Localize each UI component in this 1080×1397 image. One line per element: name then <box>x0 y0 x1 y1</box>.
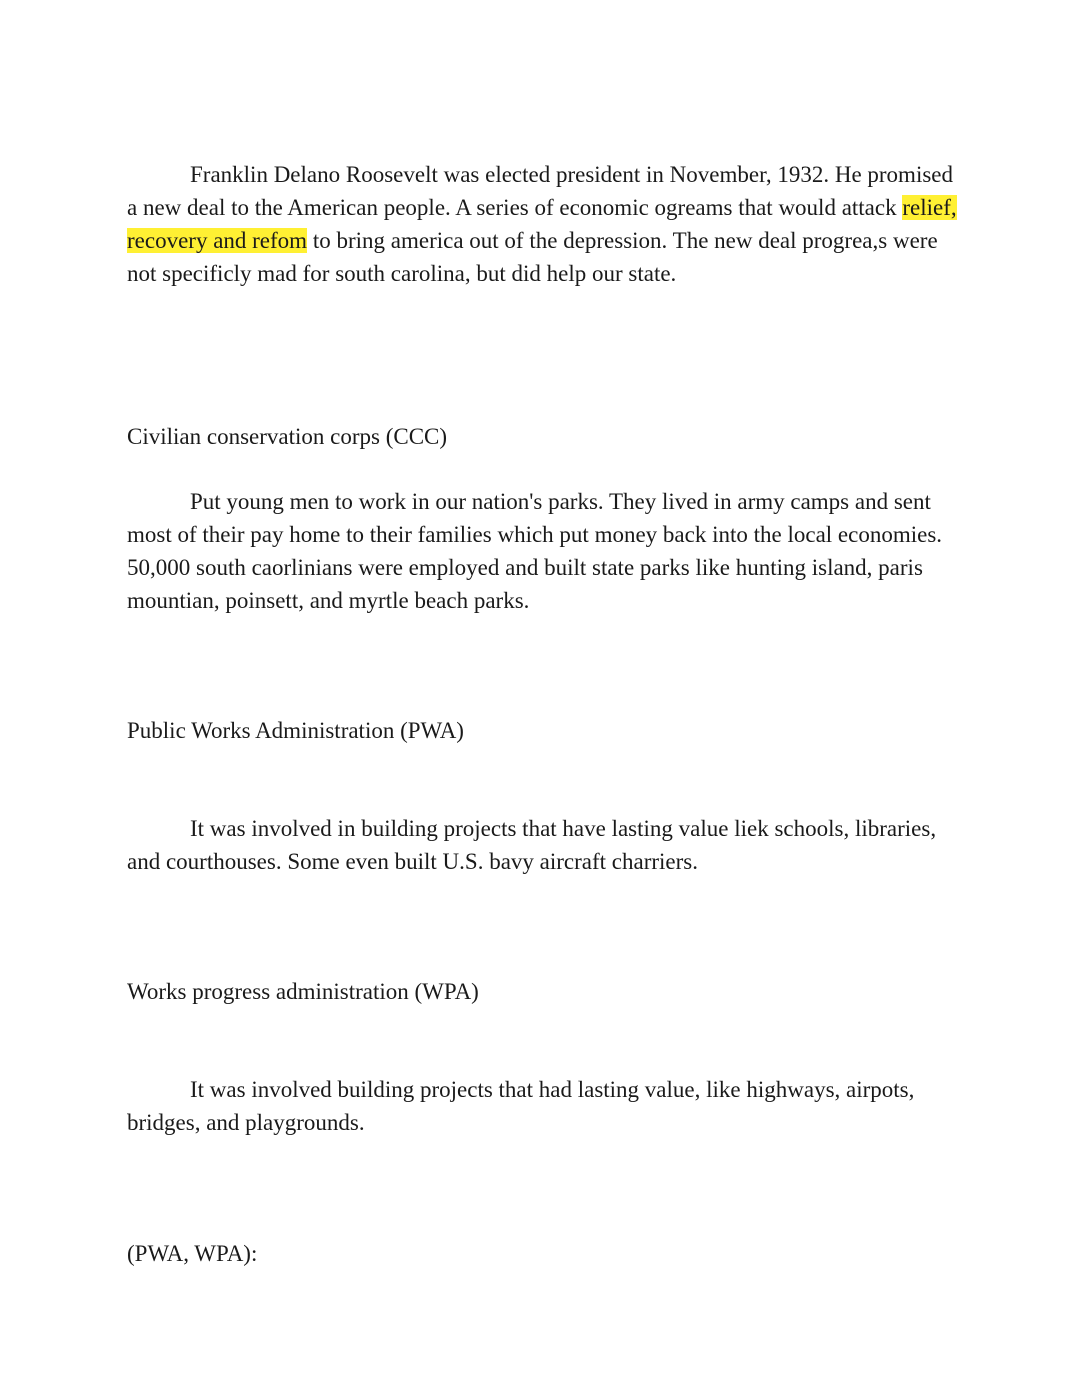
intro-text-after: to bring america out of the depression. The new deal progrea,s were not specificly mad for south carolina, but did help our state. <box>127 228 938 286</box>
section-heading-pwa: Public Works Administration (PWA) <box>127 718 464 743</box>
section-body-ccc: Put young men to work in our nation's parks. They lived in army camps and sent most of their pay home to their families which put money back into the local economies. 50,000 south caorlinians were employed and built state parks like hunting island, paris mountian, poinsett, and myrtle beach parks. <box>127 489 943 613</box>
section-body-wpa: It was involved building projects that had lasting value, like highways, airpots, bridges, and playgrounds. <box>127 1077 915 1135</box>
section-heading-wpa: Works progress administration (WPA) <box>127 979 479 1004</box>
footer-label: (PWA, WPA): <box>127 1241 258 1266</box>
section-body-pwa: It was involved in building projects that have lasting value liek schools, libraries, and courthouses. Some even built U.S. bavy aircraft charriers. <box>127 816 937 874</box>
intro-paragraph <box>127 158 957 290</box>
highlighted-text: relief, recovery and refom <box>127 195 957 253</box>
intro-text-before: Franklin Delano Roosevelt was elected president in November, 1932. He promised a new deal to the American people. A series of economic ogreams that would attack <box>127 162 953 220</box>
section-heading-ccc: Civilian conservation corps (CCC) <box>127 424 448 449</box>
